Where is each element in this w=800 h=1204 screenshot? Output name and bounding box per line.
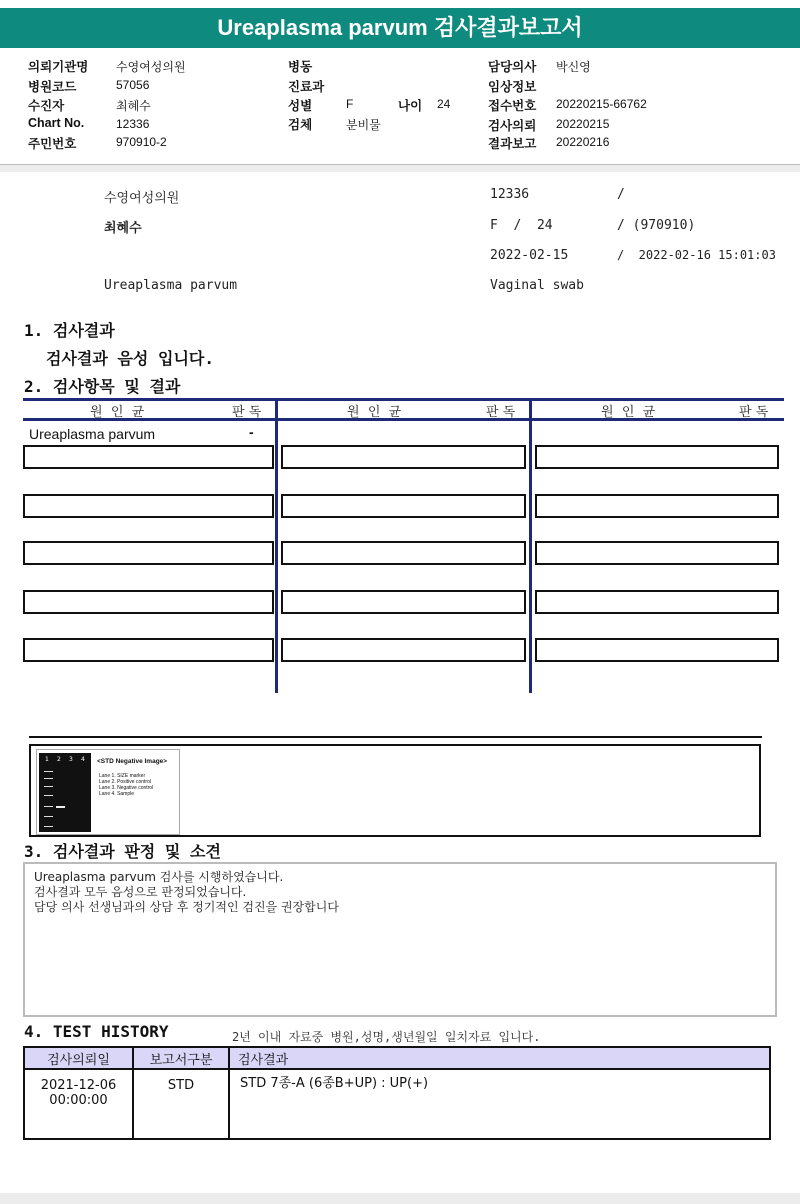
patient-label: 수진자 — [28, 99, 65, 113]
opinion-line: 검사결과 모두 음성으로 판정되었습니다. — [34, 885, 247, 899]
history-table — [23, 1046, 771, 1140]
history-note: 2년 이내 자료중 병원,성명,생년월일 일치자료 입니다. — [232, 1030, 541, 1044]
history-col-type: 보고서구분 — [133, 1047, 229, 1069]
history-type: STD — [133, 1069, 229, 1139]
report-value: 20220216 — [556, 135, 610, 149]
result-box — [281, 494, 526, 518]
patient-value: 최혜수 — [116, 99, 151, 113]
result-box — [535, 541, 779, 565]
section1-title: 1. 검사결과 — [24, 321, 115, 340]
ward-label: 병동 — [288, 60, 313, 74]
gel-frame — [29, 744, 761, 837]
age-value: 24 — [437, 97, 451, 111]
summary-chart: 12336 — [490, 187, 530, 202]
result-box — [23, 638, 274, 662]
history-row — [24, 1069, 770, 1139]
history-col-result: 검사결과 — [229, 1047, 770, 1069]
gel-image — [36, 749, 180, 835]
marker-band — [44, 826, 53, 827]
section4-title: 4. TEST HISTORY — [24, 1022, 169, 1041]
receipt-value: 20220215-66762 — [556, 97, 647, 111]
opinion-box — [23, 862, 777, 1017]
summary-request-date: 2022-02-15 — [490, 248, 569, 263]
gel-lanes — [39, 753, 91, 832]
col-judgement-2: 판 독 — [486, 405, 516, 420]
footer-band — [0, 1193, 800, 1204]
request-label: 검사의뢰 — [488, 119, 537, 133]
item-result: - — [249, 424, 254, 440]
opinion-line: 담당 의사 선생님과의 상담 후 정기적인 검진을 권장합니다 — [34, 900, 339, 914]
result-box — [535, 494, 779, 518]
clinical-label: 임상정보 — [488, 80, 537, 94]
section1-result: 검사결과 음성 입니다. — [46, 349, 215, 368]
col-pathogen-2: 원 인 균 — [347, 405, 402, 420]
lane-label: 4 — [81, 756, 85, 763]
header-divider — [0, 164, 800, 172]
summary-patient: 최혜수 — [104, 221, 142, 236]
result-box — [535, 445, 779, 469]
history-date-cell — [24, 1069, 133, 1139]
marker-band — [44, 795, 53, 796]
item-name: Ureaplasma parvum — [29, 426, 156, 442]
result-box — [535, 638, 779, 662]
id-value: 970910-2 — [116, 135, 167, 149]
section3-title: 3. 검사결과 판정 및 소견 — [24, 842, 221, 861]
code-label: 병원코드 — [28, 80, 77, 94]
code-value: 57056 — [116, 78, 150, 92]
result-box — [281, 541, 526, 565]
sex-label: 성별 — [288, 99, 313, 113]
positive-band — [56, 806, 65, 808]
result-box — [23, 541, 274, 565]
result-box — [23, 445, 274, 469]
summary-specimen: Vaginal swab — [490, 278, 584, 293]
doctor-label: 담당의사 — [488, 60, 537, 74]
summary-test-name: Ureaplasma parvum — [104, 278, 238, 293]
request-value: 20220215 — [556, 117, 610, 131]
grid-divider-1 — [275, 398, 278, 693]
result-box — [281, 445, 526, 469]
marker-band — [44, 778, 53, 779]
chart-value: 12336 — [116, 117, 150, 131]
summary-report-datetime: / 2022-02-16 15:01:03 — [617, 248, 776, 262]
gel-top-rule — [29, 736, 762, 738]
hospital-value: 수영여성의원 — [116, 60, 186, 74]
gel-legend-item: Lane 4. Sample — [99, 791, 135, 797]
summary-hospital: 수영여성의원 — [104, 191, 180, 206]
result-box — [535, 590, 779, 614]
gel-legend-item: Lane 2. Positive control — [99, 779, 151, 785]
age-label: 나이 — [398, 99, 423, 113]
section2-title: 2. 검사항목 및 결과 — [24, 377, 181, 396]
gel-legend-item: Lane 3. Negative control — [99, 785, 154, 791]
history-header-row — [24, 1047, 770, 1069]
marker-band — [44, 806, 53, 807]
col-pathogen-1: 원 인 균 — [90, 405, 145, 420]
lane-label: 2 — [57, 756, 61, 763]
gel-title: <STD Negative Image> — [97, 758, 168, 765]
grid-divider-2 — [529, 398, 532, 693]
summary-birth: / (970910) — [617, 218, 696, 233]
sex-value: F — [346, 97, 354, 111]
specimen-value: 분비물 — [346, 118, 381, 132]
marker-band — [44, 771, 53, 772]
col-pathogen-3: 원 인 균 — [601, 405, 656, 420]
result-box — [23, 494, 274, 518]
hospital-label: 의뢰기관명 — [28, 60, 89, 74]
doctor-value: 박신영 — [556, 60, 591, 74]
report-title: Ureaplasma parvum 검사결과보고서 — [0, 8, 800, 48]
specimen-label: 검체 — [288, 118, 313, 132]
receipt-label: 접수번호 — [488, 99, 537, 113]
result-box — [23, 590, 274, 614]
lane-label: 1 — [45, 756, 49, 763]
history-time: 00:00:00 — [49, 1093, 108, 1108]
result-box — [281, 638, 526, 662]
marker-band — [44, 816, 53, 817]
report-label: 결과보고 — [488, 137, 537, 151]
gel-legend-item: Lane 1. SIZE marker — [99, 773, 146, 779]
summary-separator: / — [617, 187, 625, 202]
result-box — [281, 590, 526, 614]
dept-label: 진료과 — [288, 80, 325, 94]
col-judgement-1: 판 독 — [232, 405, 262, 420]
opinion-line: Ureaplasma parvum 검사를 시행하였습니다. — [34, 870, 284, 884]
history-col-date: 검사의뢰일 — [24, 1047, 133, 1069]
lane-label: 3 — [69, 756, 73, 763]
chart-label: Chart No. — [28, 116, 85, 130]
id-label: 주민번호 — [28, 137, 77, 151]
marker-band — [44, 786, 53, 787]
summary-sex-age: F / 24 — [490, 218, 553, 233]
history-result: STD 7종-A (6종B+UP) : UP(+) — [229, 1069, 770, 1139]
col-judgement-3: 판 독 — [739, 405, 769, 420]
history-date: 2021-12-06 — [40, 1078, 117, 1093]
